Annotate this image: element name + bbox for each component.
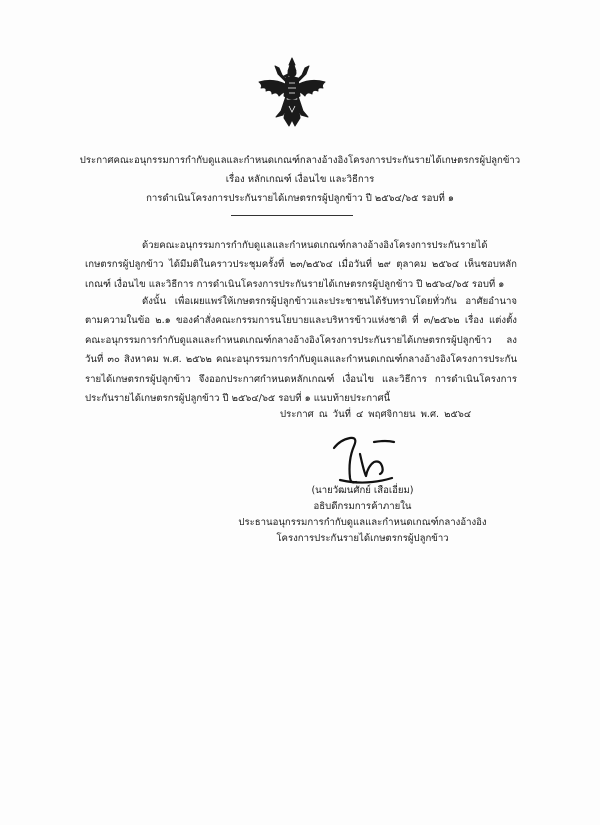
announcement-header bbox=[40, 151, 560, 208]
header-divider bbox=[231, 215, 353, 216]
garuda-emblem-icon bbox=[253, 56, 331, 130]
body-paragraph-1: ด้วยคณะอนุกรรมการกำกับดูแลและกำหนดเกณฑ์กลางอ้างอิงโครงการประกันรายได้เกษตรกรผู้ปลูกข้าว ได้มีมติในคราวประชุมครั้งที่ ๒๓/๒๕๖๔ เมื่อวันที่ ๒๙ ตุลาคม ๒๕๖๔ เห็นชอบหลักเกณฑ์ เงื่อนไข และวิธีการ การดำเนินโครงการประกันรายได้เกษตรกรผู้ปลูกข้าว ปี ๒๕๖๔/๖๕ รอบที่ ๑ bbox=[85, 240, 517, 290]
signatory-title: อธิบดีกรมการค้าภายใน bbox=[313, 501, 412, 512]
signatory-role: ประธานอนุกรรมการกำกับดูแลและกำหนดเกณฑ์กลางอ้างอิง bbox=[238, 517, 487, 528]
signatory-role-project: โครงการประกันรายได้เกษตรกรผู้ปลูกข้าว bbox=[276, 533, 449, 544]
signatory-name: (นายวัฒนศักย์ เสือเอี่ยม) bbox=[311, 485, 414, 496]
announcement-subject-detail: การดำเนินโครงการประกันรายได้เกษตรกรผู้ปลูกข้าว ปี ๒๕๖๔/๖๕ รอบที่ ๑ bbox=[146, 193, 454, 204]
signatory-block bbox=[230, 483, 495, 547]
handwritten-signature bbox=[330, 432, 400, 488]
announcement-date: ประกาศ ณ วันที่ ๔ พฤศจิกายน พ.ศ. ๒๕๖๔ bbox=[280, 409, 472, 420]
body-paragraph-2: ดังนั้น เพื่อเผยแพร่ให้เกษตรกรผู้ปลูกข้าวและประชาชนได้รับทราบโดยทั่วกัน อาศัยอำนาจตามความในข้อ ๒.๑ ของคำสั่งคณะกรรมการนโยบายและบริหารข้าวแห่งชาติ ที่ ๓/๒๕๖๒ เรื่อง แต่งตั้งคณะอนุกรรมการกำกับดูแลและกำหนดเกณฑ์กลางอ้างอิงโครงการประกันรายได้เกษตรกรผู้ปลูกข้าว ลงวันที่ ๓๐ สิงหาคม พ.ศ. ๒๕๖๒ คณะอนุกรรมการกำกับดูแลและกำหนดเกณฑ์กลางอ้างอิงโครงการประกันรายได้เกษตรกรผู้ปลูกข้าว จึงออกประกาศกำหนดหลักเกณฑ์ เงื่อนไข และวิธีการ การดำเนินโครงการประกันรายได้เกษตรกรผู้ปลูกข้าว ปี ๒๕๖๔/๖๕ รอบที่ ๑ แนบท้ายประกาศนี้ bbox=[85, 296, 517, 405]
announcement-title: ประกาศคณะอนุกรรมการกำกับดูแลและกำหนดเกณฑ์กลางอ้างอิงโครงการประกันรายได้เกษตรกรผู้ปลูกข้าว bbox=[79, 155, 521, 166]
announcement-subject: เรื่อง หลักเกณฑ์ เงื่อนไข และวิธีการ bbox=[225, 174, 375, 185]
